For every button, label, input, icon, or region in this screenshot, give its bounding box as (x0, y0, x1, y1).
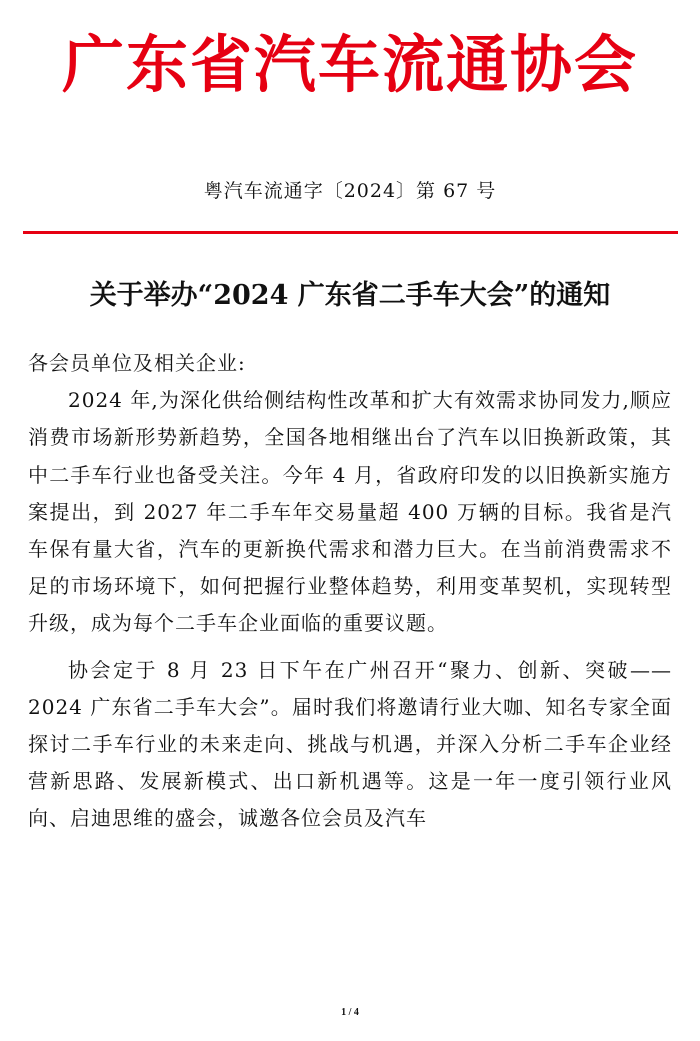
body-paragraph-2: 协会定于 8 月 23 日下午在广州召开“聚力、创新、突破——2024 广东省二手车大会”。届时我们将邀请行业大咖、知名专家全面探讨二手车行业的未来走向、挑战与机遇，并深入分析二手车企业经营新思路、发展新模式、出口新机遇等。这是一年一度引领行业风向、启迪思维的盛会，诚邀各位会员及汽车 (28, 657, 672, 831)
letterhead-divider (23, 231, 678, 234)
page-indicator: 1 / 4 (341, 1007, 359, 1018)
organization-letterhead: 广东省汽车流通协会 (61, 28, 638, 101)
salutation: 各会员单位及相关企业: (28, 351, 246, 375)
notice-title: 关于举办“2024 广东省二手车大会”的通知 (89, 280, 611, 311)
body-paragraph-1: 2024 年,为深化供给侧结构性改革和扩大有效需求协同发力,顺应消费市场新形势新趋势，全国各地相继出台了汽车以旧换新政策，其中二手车行业也备受关注。今年 4 月，省政府印发的以旧换新实施方案提出，到 2027 年二手车年交易量超 400 万辆的目标。我省是汽车保有量大省，汽车的更新换代需求和潜力巨大。在当前消费需求不足的市场环境下，如何把握行业整体趋势，利用变革契机，实现转型升级，成为每个二手车企业面临的重要议题。 (28, 388, 672, 636)
notice-body (28, 345, 672, 838)
document-number: 粤汽车流通字〔2024〕第 67 号 (203, 180, 497, 202)
